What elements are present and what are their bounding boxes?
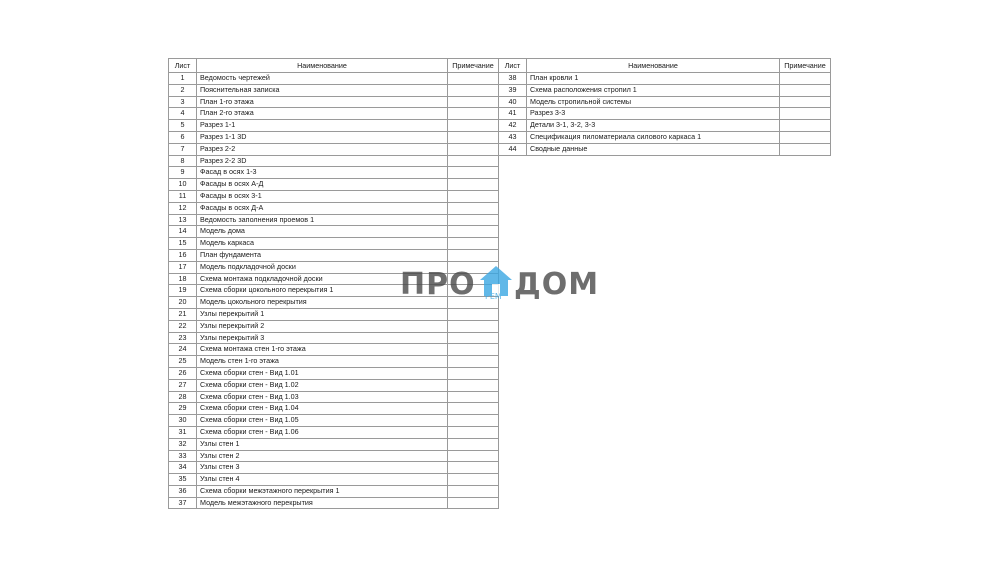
table-row <box>169 462 499 474</box>
table-row <box>169 356 499 368</box>
note-cell <box>448 344 499 356</box>
sheet-name-cell: Схема расположения стропил 1 <box>527 84 780 96</box>
sheet-name-cell: Разрез 1-1 3D <box>197 131 448 143</box>
logo-text-left: ПРО <box>400 267 476 302</box>
note-cell <box>448 308 499 320</box>
sheet-name-cell: Спецификация пиломатериала силового каркаса 1 <box>527 131 780 143</box>
table-row <box>499 131 831 143</box>
note-cell <box>780 143 831 155</box>
table-row <box>169 485 499 497</box>
sheet-number-cell: 18 <box>169 273 197 285</box>
logo-text-right: ДОМ <box>514 267 600 302</box>
sheet-name-cell: Ведомость заполнения проемов 1 <box>197 214 448 226</box>
note-cell <box>448 320 499 332</box>
sheet-number-cell: 24 <box>169 344 197 356</box>
sheet-name-cell: Узлы перекрытий 1 <box>197 308 448 320</box>
sheet-number-cell: 23 <box>169 332 197 344</box>
sheet-name-cell: Фасады в осях Д-А <box>197 202 448 214</box>
sheet-number-cell: 19 <box>169 285 197 297</box>
sheet-name-cell: Фасады в осях 3-1 <box>197 190 448 202</box>
table-row <box>169 367 499 379</box>
note-cell <box>448 84 499 96</box>
watermark-logo <box>400 262 600 306</box>
sheet-number-cell: 27 <box>169 379 197 391</box>
sheet-number-cell: 25 <box>169 356 197 368</box>
table-body-right <box>499 73 831 156</box>
sheet-name-cell: Узлы стен 2 <box>197 450 448 462</box>
note-cell <box>448 143 499 155</box>
header-sheet: Лист <box>499 59 527 73</box>
sheet-number-cell: 17 <box>169 261 197 273</box>
sheet-name-cell: Схема сборки цокольного перекрытия 1 <box>197 285 448 297</box>
table-row <box>169 96 499 108</box>
sheet-number-cell: 21 <box>169 308 197 320</box>
sheet-number-cell: 37 <box>169 497 197 509</box>
note-cell <box>448 190 499 202</box>
table-row <box>169 450 499 462</box>
sheet-number-cell: 4 <box>169 108 197 120</box>
sheet-name-cell: Модель цокольного перекрытия <box>197 297 448 309</box>
table-row <box>169 238 499 250</box>
sheet-number-cell: 32 <box>169 438 197 450</box>
table-header-row <box>499 59 831 73</box>
note-cell <box>448 415 499 427</box>
note-cell <box>448 367 499 379</box>
sheet-name-cell: Схема сборки стен - Вид 1.01 <box>197 367 448 379</box>
note-cell <box>448 379 499 391</box>
sheet-number-cell: 36 <box>169 485 197 497</box>
sheet-name-cell: Детали 3-1, 3-2, 3-3 <box>527 120 780 132</box>
note-cell <box>448 497 499 509</box>
sheet-name-cell: Модель каркаса <box>197 238 448 250</box>
sheet-number-cell: 13 <box>169 214 197 226</box>
sheet-name-cell: Модель стропильной системы <box>527 96 780 108</box>
sheet-name-cell: Схема сборки стен - Вид 1.06 <box>197 426 448 438</box>
table-row <box>499 143 831 155</box>
header-name: Наименование <box>527 59 780 73</box>
sheet-number-cell: 43 <box>499 131 527 143</box>
sheet-name-cell: Модель подкладочной доски <box>197 261 448 273</box>
note-cell <box>780 84 831 96</box>
note-cell <box>448 332 499 344</box>
note-cell <box>780 108 831 120</box>
note-cell <box>448 438 499 450</box>
header-name: Наименование <box>197 59 448 73</box>
sheet-number-cell: 15 <box>169 238 197 250</box>
table-row <box>169 403 499 415</box>
sheet-number-cell: 35 <box>169 474 197 486</box>
sheet-name-cell: Фасад в осях 1-3 <box>197 167 448 179</box>
sheet-number-cell: 6 <box>169 131 197 143</box>
table-row <box>169 202 499 214</box>
sheet-name-cell: Узлы стен 4 <box>197 474 448 486</box>
sheet-name-cell: Узлы перекрытий 2 <box>197 320 448 332</box>
table-row <box>169 379 499 391</box>
sheet-name-cell: Модель дома <box>197 226 448 238</box>
sheet-name-cell: Разрез 3-3 <box>527 108 780 120</box>
sheet-number-cell: 11 <box>169 190 197 202</box>
table-row <box>169 179 499 191</box>
sheet-name-cell: Модель стен 1-го этажа <box>197 356 448 368</box>
note-cell <box>448 155 499 167</box>
table-row <box>169 190 499 202</box>
table-row <box>499 108 831 120</box>
sheet-name-cell: Схема сборки межэтажного перекрытия 1 <box>197 485 448 497</box>
sheet-name-cell: Модель межэтажного перекрытия <box>197 497 448 509</box>
sheet-number-cell: 31 <box>169 426 197 438</box>
sheet-number-cell: 8 <box>169 155 197 167</box>
sheet-name-cell: Схема монтажа стен 1-го этажа <box>197 344 448 356</box>
table-row <box>169 415 499 427</box>
sheet-name-cell: Схема сборки стен - Вид 1.04 <box>197 403 448 415</box>
table-row <box>169 131 499 143</box>
sheet-name-cell: Схема монтажа подкладочной доски <box>197 273 448 285</box>
table-row <box>499 120 831 132</box>
table-row <box>169 474 499 486</box>
sheet-number-cell: 30 <box>169 415 197 427</box>
header-note: Примечание <box>780 59 831 73</box>
sheet-name-cell: Узлы стен 1 <box>197 438 448 450</box>
note-cell <box>780 96 831 108</box>
sheet-number-cell: 14 <box>169 226 197 238</box>
note-cell <box>448 73 499 85</box>
sheet-number-cell: 22 <box>169 320 197 332</box>
note-cell <box>448 226 499 238</box>
table-row <box>169 108 499 120</box>
sheet-number-cell: 33 <box>169 450 197 462</box>
table-row <box>169 226 499 238</box>
note-cell <box>780 120 831 132</box>
sheet-number-cell: 5 <box>169 120 197 132</box>
note-cell <box>780 73 831 85</box>
drawings-list-table-right <box>498 58 831 156</box>
sheet-name-cell: План 2-го этажа <box>197 108 448 120</box>
table-row <box>169 155 499 167</box>
table-row <box>169 249 499 261</box>
table-row <box>169 214 499 226</box>
header-note: Примечание <box>448 59 499 73</box>
note-cell <box>448 167 499 179</box>
sheet-number-cell: 26 <box>169 367 197 379</box>
table-row <box>499 96 831 108</box>
note-cell <box>448 403 499 415</box>
table-row <box>169 497 499 509</box>
sheet-name-cell: Узлы перекрытий 3 <box>197 332 448 344</box>
sheet-number-cell: 28 <box>169 391 197 403</box>
sheet-name-cell: Фасады в осях А-Д <box>197 179 448 191</box>
table-row <box>169 438 499 450</box>
note-cell <box>448 108 499 120</box>
table-row <box>169 84 499 96</box>
table-row <box>169 344 499 356</box>
sheet-name-cell: План кровли 1 <box>527 73 780 85</box>
sheet-name-cell: Пояснительная записка <box>197 84 448 96</box>
note-cell <box>448 474 499 486</box>
sheet-name-cell: Разрез 2-2 <box>197 143 448 155</box>
note-cell <box>448 131 499 143</box>
note-cell <box>448 249 499 261</box>
note-cell <box>448 356 499 368</box>
table-row <box>169 73 499 85</box>
header-sheet: Лист <box>169 59 197 73</box>
note-cell <box>448 485 499 497</box>
sheet-name-cell: Схема сборки стен - Вид 1.02 <box>197 379 448 391</box>
sheet-number-cell: 42 <box>499 120 527 132</box>
sheet-number-cell: 10 <box>169 179 197 191</box>
table-row <box>169 391 499 403</box>
sheet-name-cell: План 1-го этажа <box>197 96 448 108</box>
table-row <box>169 308 499 320</box>
logo-sub-text: РЕМ <box>485 292 502 301</box>
sheet-name-cell: Схема сборки стен - Вид 1.05 <box>197 415 448 427</box>
sheet-number-cell: 40 <box>499 96 527 108</box>
note-cell <box>448 214 499 226</box>
sheet-name-cell: Схема сборки стен - Вид 1.03 <box>197 391 448 403</box>
sheet-number-cell: 39 <box>499 84 527 96</box>
note-cell <box>448 202 499 214</box>
sheet-name-cell: План фундамента <box>197 249 448 261</box>
sheet-name-cell: Разрез 1-1 <box>197 120 448 132</box>
sheet-name-cell: Узлы стен 3 <box>197 462 448 474</box>
table-row <box>499 73 831 85</box>
note-cell <box>448 238 499 250</box>
sheet-number-cell: 20 <box>169 297 197 309</box>
table-row <box>169 120 499 132</box>
sheet-name-cell: Разрез 2-2 3D <box>197 155 448 167</box>
sheet-number-cell: 16 <box>169 249 197 261</box>
table-row <box>169 426 499 438</box>
sheet-number-cell: 29 <box>169 403 197 415</box>
sheet-number-cell: 1 <box>169 73 197 85</box>
note-cell <box>448 120 499 132</box>
sheet-number-cell: 38 <box>499 73 527 85</box>
sheet-number-cell: 44 <box>499 143 527 155</box>
note-cell <box>448 96 499 108</box>
note-cell <box>448 450 499 462</box>
sheet-number-cell: 9 <box>169 167 197 179</box>
table-row <box>169 143 499 155</box>
sheet-number-cell: 12 <box>169 202 197 214</box>
table-row <box>169 167 499 179</box>
sheet-number-cell: 41 <box>499 108 527 120</box>
table-row <box>169 332 499 344</box>
table-row <box>499 84 831 96</box>
table-row <box>169 320 499 332</box>
table-header-row <box>169 59 499 73</box>
note-cell <box>448 462 499 474</box>
sheet-number-cell: 3 <box>169 96 197 108</box>
sheet-name-cell: Сводные данные <box>527 143 780 155</box>
sheet-number-cell: 2 <box>169 84 197 96</box>
sheet-name-cell: Ведомость чертежей <box>197 73 448 85</box>
sheet-number-cell: 34 <box>169 462 197 474</box>
note-cell <box>448 391 499 403</box>
sheet-number-cell: 7 <box>169 143 197 155</box>
note-cell <box>448 426 499 438</box>
note-cell <box>780 131 831 143</box>
note-cell <box>448 179 499 191</box>
